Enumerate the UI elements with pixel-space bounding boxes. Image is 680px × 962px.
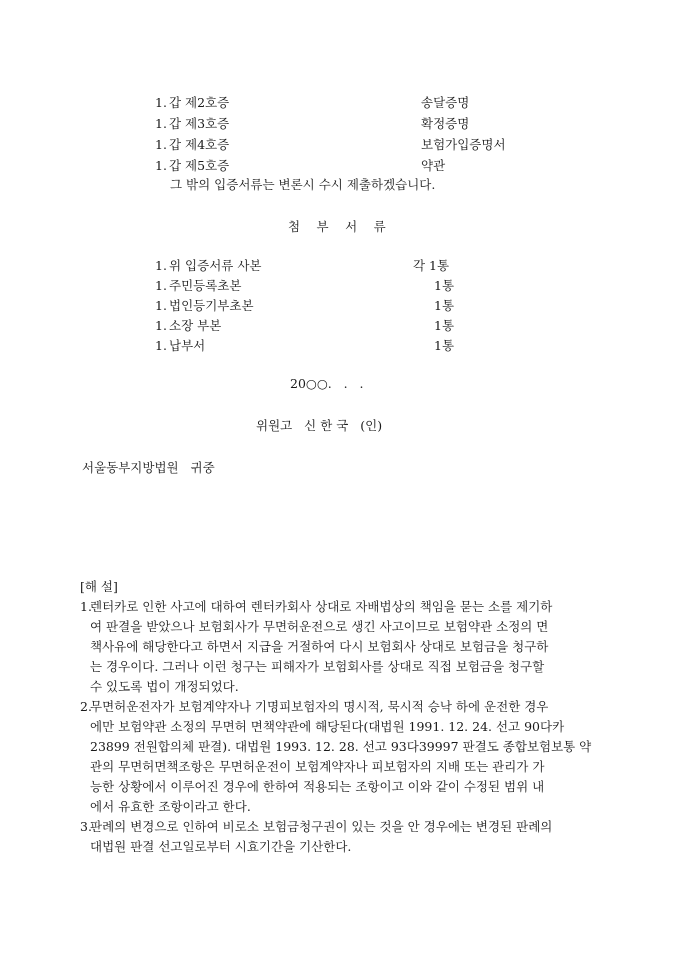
court-addressee: 서울동부지방법원 귀중 [82, 460, 215, 475]
attachment-count: 1통 [434, 278, 455, 293]
evidence-num: 1. [155, 158, 167, 173]
commentary-text [80, 697, 620, 817]
commentary-item [80, 817, 620, 857]
commentary-text [80, 817, 620, 857]
commentary-num: 1. [80, 599, 92, 614]
attachment-num: 1. [155, 338, 167, 353]
evidence-desc: 송달증명 [421, 95, 470, 110]
commentary-line: 관의 무면허면책조항은 무면허운전이 보험계약자나 피보험자의 지배 또는 관리가 가 [90, 759, 545, 774]
attachment-label: 납부서 [169, 338, 206, 353]
attachment-label: 위 입증서류 사본 [169, 258, 262, 273]
evidence-num: 1. [155, 95, 167, 110]
commentary-line: 여 판결을 받았으나 보험회사가 무면허운전으로 생긴 사고이므로 보험약관 소정의 면 [90, 619, 549, 634]
attachment-num: 1. [155, 318, 167, 333]
evidence-row [155, 157, 555, 175]
commentary-line: 책사유에 해당한다고 하면서 지급을 거절하여 다시 보험회사 상대로 보험금을 청구하 [90, 639, 549, 654]
attachment-count: 1통 [434, 338, 455, 353]
commentary-line: 무면허운전자가 보험계약자나 기명피보험자의 명시적, 묵시적 승낙 하에 운전한 경우 [90, 699, 549, 714]
plaintiff-signature: 위원고 신 한 국 (인) [256, 418, 383, 433]
attachment-label: 주민등록초본 [169, 278, 242, 293]
document-date: 20○○. . . [290, 376, 364, 391]
evidence-row [155, 136, 555, 154]
attachment-row [155, 277, 455, 295]
evidence-label: 갑 제3호증 [169, 116, 230, 131]
evidence-label: 갑 제4호증 [169, 137, 230, 152]
attachment-label: 소장 부본 [169, 318, 222, 333]
commentary-line: 능한 상황에서 이루어진 경우에 한하여 적용되는 조항이고 이와 같이 수정된 범위 내 [90, 779, 545, 794]
evidence-num: 1. [155, 137, 167, 152]
evidence-desc: 보험가입증명서 [421, 137, 506, 152]
evidence-desc: 확정증명 [421, 116, 470, 131]
commentary-line: 는 경우이다. 그러나 이런 청구는 피해자가 보험회사를 상대로 직접 보험금을 청구할 [90, 659, 545, 674]
commentary-line: 대법원 판결 선고일로부터 시효기간을 기산한다. [90, 839, 352, 854]
attachment-num: 1. [155, 298, 167, 313]
commentary-line: 23899 전원합의체 판결). 대법원 1993. 12. 28. 선고 93다39997 판결도 종합보험보통 약 [90, 739, 592, 754]
commentary-line: 에만 보험약관 소정의 무면허 면책약관에 해당된다(대법원 1991. 12. 24. 선고 90다카 [90, 719, 565, 734]
evidence-row [155, 115, 555, 133]
attachment-row [155, 257, 455, 275]
attachment-num: 1. [155, 278, 167, 293]
commentary-num: 2. [80, 699, 92, 714]
attachments-title: 첨 부 서 류 [288, 219, 392, 234]
commentary-line: 렌터카로 인한 사고에 대하여 렌터카회사 상대로 자배법상의 책임을 묻는 소를 제기하 [90, 599, 553, 614]
evidence-row [155, 94, 555, 112]
evidence-label: 갑 제5호증 [169, 158, 230, 173]
attachment-row [155, 317, 455, 335]
attachment-label: 법인등기부초본 [169, 298, 254, 313]
attachment-row [155, 337, 455, 355]
attachment-row [155, 297, 455, 315]
attachment-count: 1통 [434, 318, 455, 333]
commentary-num: 3. [80, 819, 92, 834]
commentary-line: 수 있도록 법이 개정되었다. [90, 679, 239, 694]
evidence-desc: 약관 [421, 158, 446, 173]
commentary-heading: [해 설] [80, 579, 118, 594]
commentary-item [80, 597, 620, 697]
attachment-num: 1. [155, 258, 167, 273]
commentary-line: 판례의 변경으로 인하여 비로소 보험금청구권이 있는 것을 안 경우에는 변경된 판례의 [90, 819, 553, 834]
attachment-count: 1통 [434, 298, 455, 313]
commentary-line: 에서 유효한 조항이라고 한다. [90, 799, 251, 814]
commentary-item [80, 697, 620, 817]
attachment-count: 각 1통 [413, 258, 450, 273]
evidence-label: 갑 제2호증 [169, 95, 230, 110]
commentary-text [80, 597, 620, 697]
evidence-note: 그 밖의 입증서류는 변론시 수시 제출하겠습니다. [170, 177, 436, 192]
evidence-num: 1. [155, 116, 167, 131]
